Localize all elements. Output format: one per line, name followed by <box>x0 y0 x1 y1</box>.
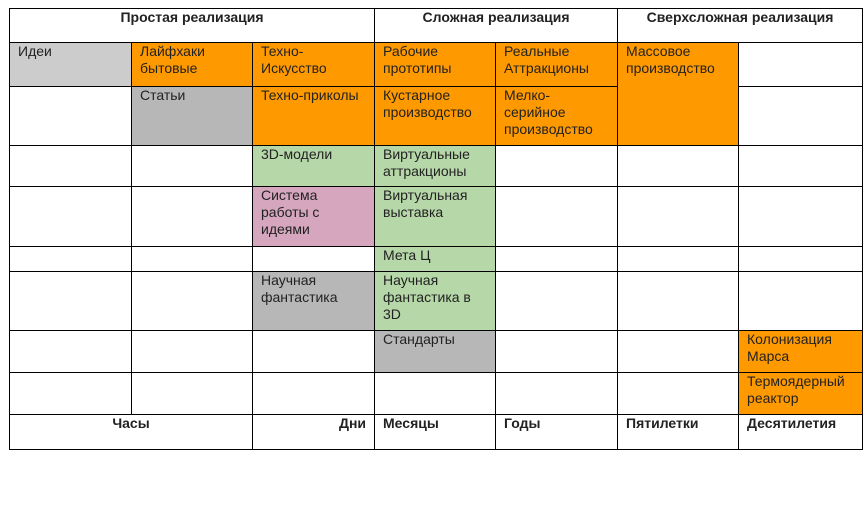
cell-handicraft-production: Кустарное производство <box>375 87 496 146</box>
footer-months: Месяцы <box>375 415 496 450</box>
cell-empty <box>10 146 132 187</box>
cell-empty <box>10 247 132 272</box>
cell-prototypes: Рабочие прототипы <box>375 43 496 87</box>
cell-virtual-exhibition: Виртуальная выставка <box>375 187 496 247</box>
cell-ideas: Идеи <box>10 43 132 87</box>
cell-empty <box>739 87 863 146</box>
cell-empty <box>10 187 132 247</box>
cell-meta-c: Мета Ц <box>375 247 496 272</box>
cell-empty <box>618 187 739 247</box>
table-row <box>10 373 863 415</box>
cell-empty <box>739 247 863 272</box>
table-row <box>10 43 863 87</box>
cell-small-batch-production: Мелко-серийное производство <box>496 87 618 146</box>
cell-empty <box>739 43 863 87</box>
cell-empty <box>10 272 132 331</box>
cell-empty <box>132 272 253 331</box>
cell-real-attractions: Реальные Аттракционы <box>496 43 618 87</box>
cell-mass-production-cont <box>618 87 739 146</box>
cell-empty <box>10 331 132 373</box>
cell-standards: Стандарты <box>375 331 496 373</box>
cell-tech-jokes: Техно-приколы <box>253 87 375 146</box>
cell-tech-art: Техно-Искусство <box>253 43 375 87</box>
footer-row <box>10 415 863 450</box>
cell-empty <box>618 373 739 415</box>
cell-empty <box>10 87 132 146</box>
table-row <box>10 247 863 272</box>
cell-fusion-reactor: Термоядерный реактор <box>739 373 863 415</box>
footer-days: Дни <box>253 415 375 450</box>
footer-five-years: Пятилетки <box>618 415 739 450</box>
cell-virtual-attractions: Виртуальные аттракционы <box>375 146 496 187</box>
cell-science-fiction: Научная фантастика <box>253 272 375 331</box>
cell-3d-models: 3D-модели <box>253 146 375 187</box>
cell-empty <box>496 247 618 272</box>
header-simple: Простая реализация <box>10 9 375 43</box>
cell-idea-system: Система работы с идеями <box>253 187 375 247</box>
footer-decades: Десятилетия <box>739 415 863 450</box>
footer-years: Годы <box>496 415 618 450</box>
header-complex: Сложная реализация <box>375 9 618 43</box>
cell-empty <box>739 272 863 331</box>
cell-empty <box>253 331 375 373</box>
header-super-complex: Сверхсложная реализация <box>618 9 863 43</box>
cell-empty <box>496 187 618 247</box>
cell-empty <box>10 373 132 415</box>
cell-articles: Статьи <box>132 87 253 146</box>
header-row <box>10 9 863 43</box>
cell-empty <box>132 146 253 187</box>
cell-empty <box>496 146 618 187</box>
table-row <box>10 87 863 146</box>
cell-empty <box>253 247 375 272</box>
footer-hours: Часы <box>10 415 253 450</box>
cell-empty <box>618 247 739 272</box>
cell-empty <box>739 146 863 187</box>
cell-empty <box>496 272 618 331</box>
cell-empty <box>132 373 253 415</box>
cell-empty <box>739 187 863 247</box>
cell-mass-production: Массовое производство <box>618 43 739 87</box>
cell-science-fiction-3d: Научная фантастика в 3D <box>375 272 496 331</box>
cell-empty <box>618 146 739 187</box>
cell-empty <box>496 331 618 373</box>
cell-lifehacks: Лайфхаки бытовые <box>132 43 253 87</box>
cell-empty <box>618 331 739 373</box>
table-row <box>10 146 863 187</box>
table-row <box>10 187 863 247</box>
cell-mars-colonization: Колонизация Марса <box>739 331 863 373</box>
cell-empty <box>132 187 253 247</box>
cell-empty <box>132 247 253 272</box>
cell-empty <box>618 272 739 331</box>
cell-empty <box>132 331 253 373</box>
cell-empty <box>375 373 496 415</box>
roadmap-table <box>9 8 863 450</box>
table-row <box>10 272 863 331</box>
table-row <box>10 331 863 373</box>
cell-empty <box>496 373 618 415</box>
cell-empty <box>253 373 375 415</box>
